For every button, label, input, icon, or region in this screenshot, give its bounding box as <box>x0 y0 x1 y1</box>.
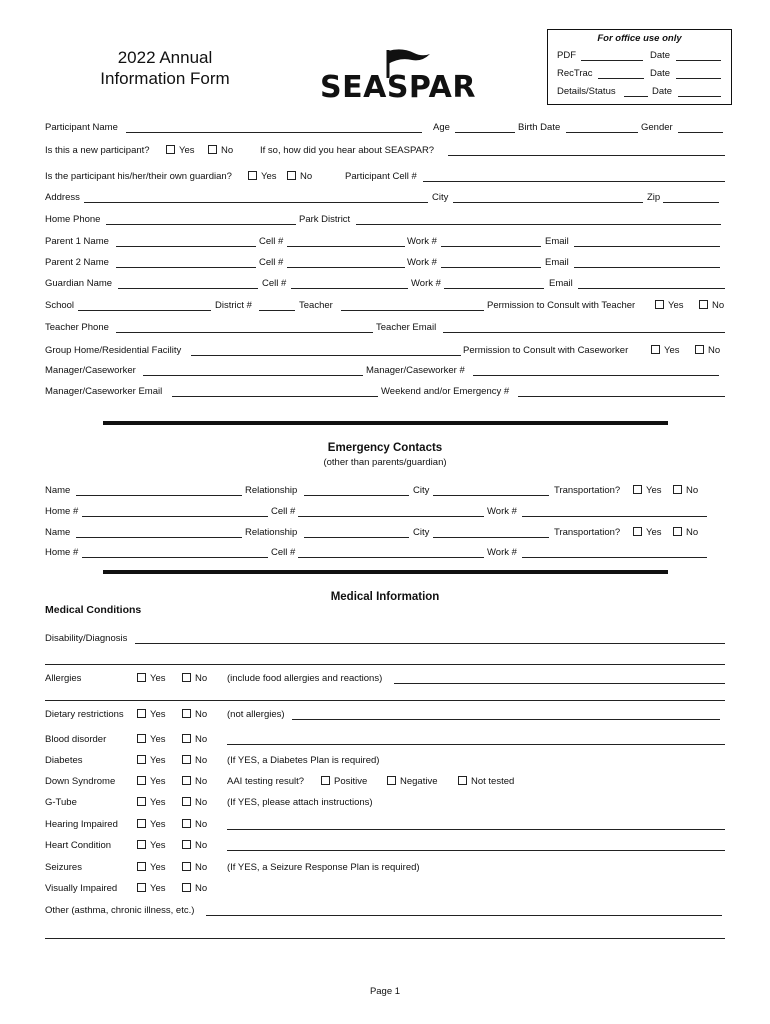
checkbox-icon[interactable] <box>137 755 146 764</box>
ec2-transport-no[interactable]: No <box>673 527 698 539</box>
new-participant-label: Is this a new participant? <box>45 145 150 156</box>
parent1-cell-label: Cell # <box>259 236 284 247</box>
emergency-title: Emergency Contacts <box>327 442 443 454</box>
aai-positive[interactable]: Positive <box>321 776 367 788</box>
office-pdf-label: PDF <box>557 50 576 61</box>
logo-text: SEASPAR <box>320 70 476 105</box>
ec2-cell-label: Cell # <box>271 547 296 558</box>
own-guardian-yes[interactable]: Yes <box>248 171 277 183</box>
checkbox-icon[interactable] <box>248 171 257 180</box>
office-date-label-1: Date <box>650 50 671 61</box>
ec2-relationship-field[interactable] <box>304 537 409 538</box>
checkbox-icon[interactable] <box>137 673 146 682</box>
ec1-city-label: City <box>413 485 430 496</box>
office-date-label-2: Date <box>650 68 671 79</box>
ec2-home-field[interactable] <box>82 557 268 558</box>
manager-email-label: Manager/Caseworker Email <box>45 386 163 397</box>
address-field[interactable] <box>84 202 428 203</box>
ec2-relationship-label: Relationship <box>245 527 298 538</box>
district-label: District # <box>215 300 252 311</box>
address-label: Address <box>45 192 80 203</box>
teacher-phone-field[interactable] <box>116 332 373 333</box>
manager-number-field[interactable] <box>473 375 719 376</box>
checkbox-icon[interactable] <box>137 862 146 871</box>
office-use-box <box>547 29 732 105</box>
diabetes-label: Diabetes <box>45 755 83 766</box>
blood-field[interactable] <box>227 744 725 745</box>
checkbox-icon[interactable] <box>287 171 296 180</box>
home-phone-field[interactable] <box>106 224 296 225</box>
form-title-line1: 2022 Annual <box>117 48 213 67</box>
office-rectrac-line[interactable] <box>598 78 644 79</box>
parent2-email-field[interactable] <box>574 267 720 268</box>
dietary-field[interactable] <box>292 719 720 720</box>
ec1-name-field[interactable] <box>76 495 242 496</box>
zip-field[interactable] <box>663 202 719 203</box>
parent2-cell-label: Cell # <box>259 257 284 268</box>
ec1-transport-label: Transportation? <box>554 485 621 496</box>
heart-label: Heart Condition <box>45 840 112 851</box>
visual-no[interactable]: No <box>182 883 207 895</box>
age-label: Age <box>433 122 450 133</box>
office-date-line-1[interactable] <box>676 60 721 61</box>
hearing-field[interactable] <box>227 829 725 830</box>
checkbox-icon[interactable] <box>182 776 191 785</box>
emergency-subtitle: (other than parents/guardian) <box>323 457 447 468</box>
park-district-label: Park District <box>299 214 351 225</box>
checkbox-icon[interactable] <box>633 485 642 494</box>
perm-teacher-no[interactable]: No <box>699 300 724 312</box>
ec2-work-label: Work # <box>487 547 517 558</box>
parent1-work-label: Work # <box>407 236 437 247</box>
parent2-work-label: Work # <box>407 257 437 268</box>
dietary-label: Dietary restrictions <box>45 709 124 720</box>
checkbox-icon[interactable] <box>695 345 704 354</box>
guardian-name-label: Guardian Name <box>45 278 113 289</box>
parent1-field[interactable] <box>116 246 256 247</box>
down-label: Down Syndrome <box>45 776 116 787</box>
gtube-no[interactable]: No <box>182 797 207 809</box>
section-divider-1 <box>103 421 668 425</box>
dietary-no[interactable]: No <box>182 709 207 721</box>
hear-about-field[interactable] <box>448 155 725 156</box>
allergies-note: (include food allergies and reactions) <box>227 673 383 684</box>
gender-label: Gender <box>641 122 673 133</box>
group-home-label: Group Home/Residential Facility <box>45 345 182 356</box>
seizures-note: (If YES, a Seizure Response Plan is required) <box>227 862 420 873</box>
disability-field[interactable] <box>135 643 725 644</box>
ec1-relationship-field[interactable] <box>304 495 409 496</box>
allergies-field[interactable] <box>394 683 725 684</box>
checkbox-icon[interactable] <box>182 862 191 871</box>
ec1-home-label: Home # <box>45 506 79 517</box>
allergies-yes[interactable]: Yes <box>137 673 166 685</box>
perm-teacher-yes[interactable]: Yes <box>655 300 684 312</box>
diabetes-note: (If YES, a Diabetes Plan is required) <box>227 755 380 766</box>
checkbox-icon[interactable] <box>137 734 146 743</box>
section-divider-2 <box>103 570 668 574</box>
park-district-field[interactable] <box>356 224 721 225</box>
city-field[interactable] <box>453 202 643 203</box>
parent1-label: Parent 1 Name <box>45 236 109 247</box>
gtube-yes[interactable]: Yes <box>137 797 166 809</box>
age-field[interactable] <box>455 132 515 133</box>
parent2-work-field[interactable] <box>441 267 541 268</box>
office-date-line-2[interactable] <box>676 78 721 79</box>
manager-email-field[interactable] <box>172 396 378 397</box>
checkbox-icon[interactable] <box>137 709 146 718</box>
aai-not-tested[interactable]: Not tested <box>458 776 514 788</box>
ec1-work-label: Work # <box>487 506 517 517</box>
heart-no[interactable]: No <box>182 840 207 852</box>
parent1-email-label: Email <box>545 236 569 247</box>
own-guardian-no[interactable]: No <box>287 171 312 183</box>
checkbox-icon[interactable] <box>182 840 191 849</box>
checkbox-icon[interactable] <box>137 797 146 806</box>
checkbox-icon[interactable] <box>458 776 467 785</box>
visual-yes[interactable]: Yes <box>137 883 166 895</box>
disability-label: Disability/Diagnosis <box>45 633 128 644</box>
perm-case-label: Permission to Consult with Caseworker <box>463 345 629 356</box>
ec1-cell-field[interactable] <box>298 516 484 517</box>
parent1-cell-field[interactable] <box>287 246 405 247</box>
gtube-note: (If YES, please attach instructions) <box>227 797 373 808</box>
guardian-name-field[interactable] <box>118 288 258 289</box>
new-participant-yes[interactable]: Yes <box>166 145 195 157</box>
ec1-cell-label: Cell # <box>271 506 296 517</box>
own-guardian-label: Is the participant his/her/their own guardian? <box>45 171 232 182</box>
checkbox-icon[interactable] <box>655 300 664 309</box>
checkbox-icon[interactable] <box>137 776 146 785</box>
seaspar-logo <box>320 48 510 106</box>
checkbox-icon[interactable] <box>182 797 191 806</box>
ec2-city-field[interactable] <box>433 537 549 538</box>
hearing-label: Hearing Impaired <box>45 819 118 830</box>
ec1-relationship-label: Relationship <box>245 485 298 496</box>
down-yes[interactable]: Yes <box>137 776 166 788</box>
form-title-line2: Information Form <box>100 69 230 88</box>
ec1-home-field[interactable] <box>82 516 268 517</box>
manager-number-label: Manager/Caseworker # <box>366 365 465 376</box>
page-number: Page 1 <box>369 986 401 997</box>
office-date-label-3: Date <box>652 86 673 97</box>
checkbox-icon[interactable] <box>387 776 396 785</box>
teacher-label: Teacher <box>299 300 333 311</box>
blood-yes[interactable]: Yes <box>137 734 166 746</box>
parent1-work-field[interactable] <box>441 246 541 247</box>
teacher-email-field[interactable] <box>443 332 725 333</box>
office-date-line-3[interactable] <box>678 96 721 97</box>
office-details-line[interactable] <box>624 96 648 97</box>
perm-case-yes[interactable]: Yes <box>651 345 680 357</box>
checkbox-icon[interactable] <box>182 709 191 718</box>
parent2-email-label: Email <box>545 257 569 268</box>
heart-field[interactable] <box>227 850 725 851</box>
medical-conditions-heading: Medical Conditions <box>45 604 142 616</box>
manager-field[interactable] <box>143 375 363 376</box>
heart-yes[interactable]: Yes <box>137 840 166 852</box>
other-field-2[interactable] <box>45 938 725 939</box>
weekend-label: Weekend and/or Emergency # <box>381 386 510 397</box>
ec2-transport-label: Transportation? <box>554 527 621 538</box>
dietary-yes[interactable]: Yes <box>137 709 166 721</box>
checkbox-icon[interactable] <box>166 145 175 154</box>
guardian-cell-label: Cell # <box>262 278 287 289</box>
parent2-label: Parent 2 Name <box>45 257 109 268</box>
perm-case-no[interactable]: No <box>695 345 720 357</box>
office-details-label: Details/Status <box>557 86 616 97</box>
blood-label: Blood disorder <box>45 734 107 745</box>
aai-negative[interactable]: Negative <box>387 776 438 788</box>
ec2-cell-field[interactable] <box>298 557 484 558</box>
ec2-name-field[interactable] <box>76 537 242 538</box>
parent1-email-field[interactable] <box>574 246 720 247</box>
weekend-field[interactable] <box>518 396 725 397</box>
gtube-label: G-Tube <box>45 797 77 808</box>
participant-name-field[interactable] <box>126 132 422 133</box>
checkbox-icon[interactable] <box>182 883 191 892</box>
home-phone-label: Home Phone <box>45 214 101 225</box>
checkbox-icon[interactable] <box>182 819 191 828</box>
ec1-transport-yes[interactable]: Yes <box>633 485 662 497</box>
checkbox-icon[interactable] <box>673 527 682 536</box>
office-pdf-line[interactable] <box>581 60 643 61</box>
manager-label: Manager/Caseworker <box>45 365 136 376</box>
ec1-work-field[interactable] <box>522 516 707 517</box>
medical-title: Medical Information <box>330 591 440 603</box>
seizures-label: Seizures <box>45 862 82 873</box>
group-home-field[interactable] <box>191 355 461 356</box>
checkbox-icon[interactable] <box>321 776 330 785</box>
teacher-email-label: Teacher Email <box>376 322 437 333</box>
seizures-no[interactable]: No <box>182 862 207 874</box>
ec2-transport-yes[interactable]: Yes <box>633 527 662 539</box>
diabetes-yes[interactable]: Yes <box>137 755 166 767</box>
ec2-city-label: City <box>413 527 430 538</box>
teacher-phone-label: Teacher Phone <box>45 322 109 333</box>
other-field[interactable] <box>206 915 722 916</box>
checkbox-icon[interactable] <box>633 527 642 536</box>
checkbox-icon[interactable] <box>182 755 191 764</box>
ec2-work-field[interactable] <box>522 557 707 558</box>
guardian-email-label: Email <box>549 278 573 289</box>
birth-date-label: Birth Date <box>518 122 561 133</box>
parent2-field[interactable] <box>116 267 256 268</box>
checkbox-icon[interactable] <box>182 734 191 743</box>
guardian-cell-field[interactable] <box>291 288 408 289</box>
ec2-name-label: Name <box>45 527 71 538</box>
teacher-field[interactable] <box>341 310 484 311</box>
guardian-work-field[interactable] <box>444 288 544 289</box>
checkbox-icon[interactable] <box>182 673 191 682</box>
city-label: City <box>432 192 449 203</box>
birth-date-field[interactable] <box>566 132 638 133</box>
hear-about-label: If so, how did you hear about SEASPAR? <box>260 145 435 156</box>
hearing-yes[interactable]: Yes <box>137 819 166 831</box>
checkbox-icon[interactable] <box>137 819 146 828</box>
office-rectrac-label: RecTrac <box>557 68 593 79</box>
down-no[interactable]: No <box>182 776 207 788</box>
seizures-yes[interactable]: Yes <box>137 862 166 874</box>
dietary-note: (not allergies) <box>227 709 285 720</box>
allergies-no[interactable]: No <box>182 673 207 685</box>
gender-field[interactable] <box>678 132 723 133</box>
district-field[interactable] <box>259 310 295 311</box>
office-heading: For office use only <box>597 33 682 44</box>
allergies-label: Allergies <box>45 673 82 684</box>
school-field[interactable] <box>78 310 211 311</box>
ec2-home-label: Home # <box>45 547 79 558</box>
disability-field-2[interactable] <box>45 664 725 665</box>
ec1-name-label: Name <box>45 485 71 496</box>
checkbox-icon[interactable] <box>651 345 660 354</box>
ec1-city-field[interactable] <box>433 495 549 496</box>
zip-label: Zip <box>647 192 661 203</box>
allergies-field-2[interactable] <box>45 700 725 701</box>
participant-name-label: Participant Name <box>45 122 118 133</box>
participant-cell-label: Participant Cell # <box>345 171 417 182</box>
visual-label: Visually Impaired <box>45 883 118 894</box>
ec1-transport-no[interactable]: No <box>673 485 698 497</box>
perm-teacher-label: Permission to Consult with Teacher <box>487 300 636 311</box>
checkbox-icon[interactable] <box>137 883 146 892</box>
checkbox-icon[interactable] <box>673 485 682 494</box>
parent2-cell-field[interactable] <box>287 267 405 268</box>
new-participant-no[interactable]: No <box>208 145 233 157</box>
guardian-email-field[interactable] <box>578 288 725 289</box>
checkbox-icon[interactable] <box>699 300 708 309</box>
participant-cell-field[interactable] <box>423 181 725 182</box>
hearing-no[interactable]: No <box>182 819 207 831</box>
checkbox-icon[interactable] <box>208 145 217 154</box>
blood-no[interactable]: No <box>182 734 207 746</box>
school-label: School <box>45 300 75 311</box>
aai-label: AAI testing result? <box>227 776 305 787</box>
diabetes-no[interactable]: No <box>182 755 207 767</box>
other-label: Other (asthma, chronic illness, etc.) <box>45 905 195 916</box>
checkbox-icon[interactable] <box>137 840 146 849</box>
guardian-work-label: Work # <box>411 278 441 289</box>
